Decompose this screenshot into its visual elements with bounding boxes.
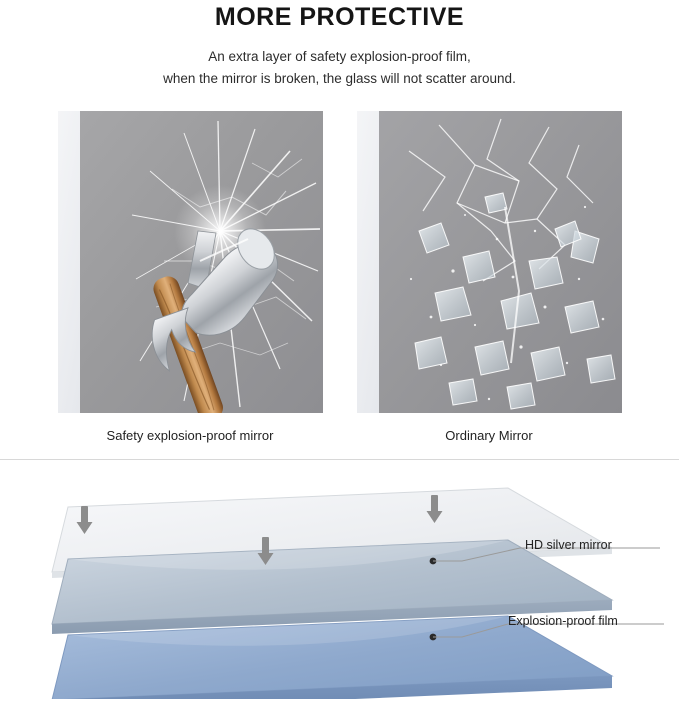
caption-safety-mirror: Safety explosion-proof mirror [106,428,274,443]
layers-svg [0,460,679,699]
page-title: MORE PROTECTIVE [214,3,465,31]
subtitle-line-1: An extra layer of safety explosion-proof film, [208,49,471,64]
image-frame-safety [58,111,323,413]
comparison-panel-ordinary [357,111,622,443]
caption-ordinary-mirror: Ordinary Mirror [445,428,533,443]
shattered-ordinary-mirror-photo [379,111,622,413]
hd-silver-mirror-label: HD silver mirror [525,538,612,552]
layers-diagram [0,460,679,699]
comparison-panel-safety [58,111,323,443]
header [0,0,679,90]
hammer-striking-safety-mirror-photo [80,111,323,413]
comparison-row [0,111,679,443]
explosion-proof-film-label: Explosion-proof film [508,614,618,628]
subtitle-line-2: when the mirror is broken, the glass will not scatter around. [163,71,516,86]
image-frame-ordinary [357,111,622,413]
